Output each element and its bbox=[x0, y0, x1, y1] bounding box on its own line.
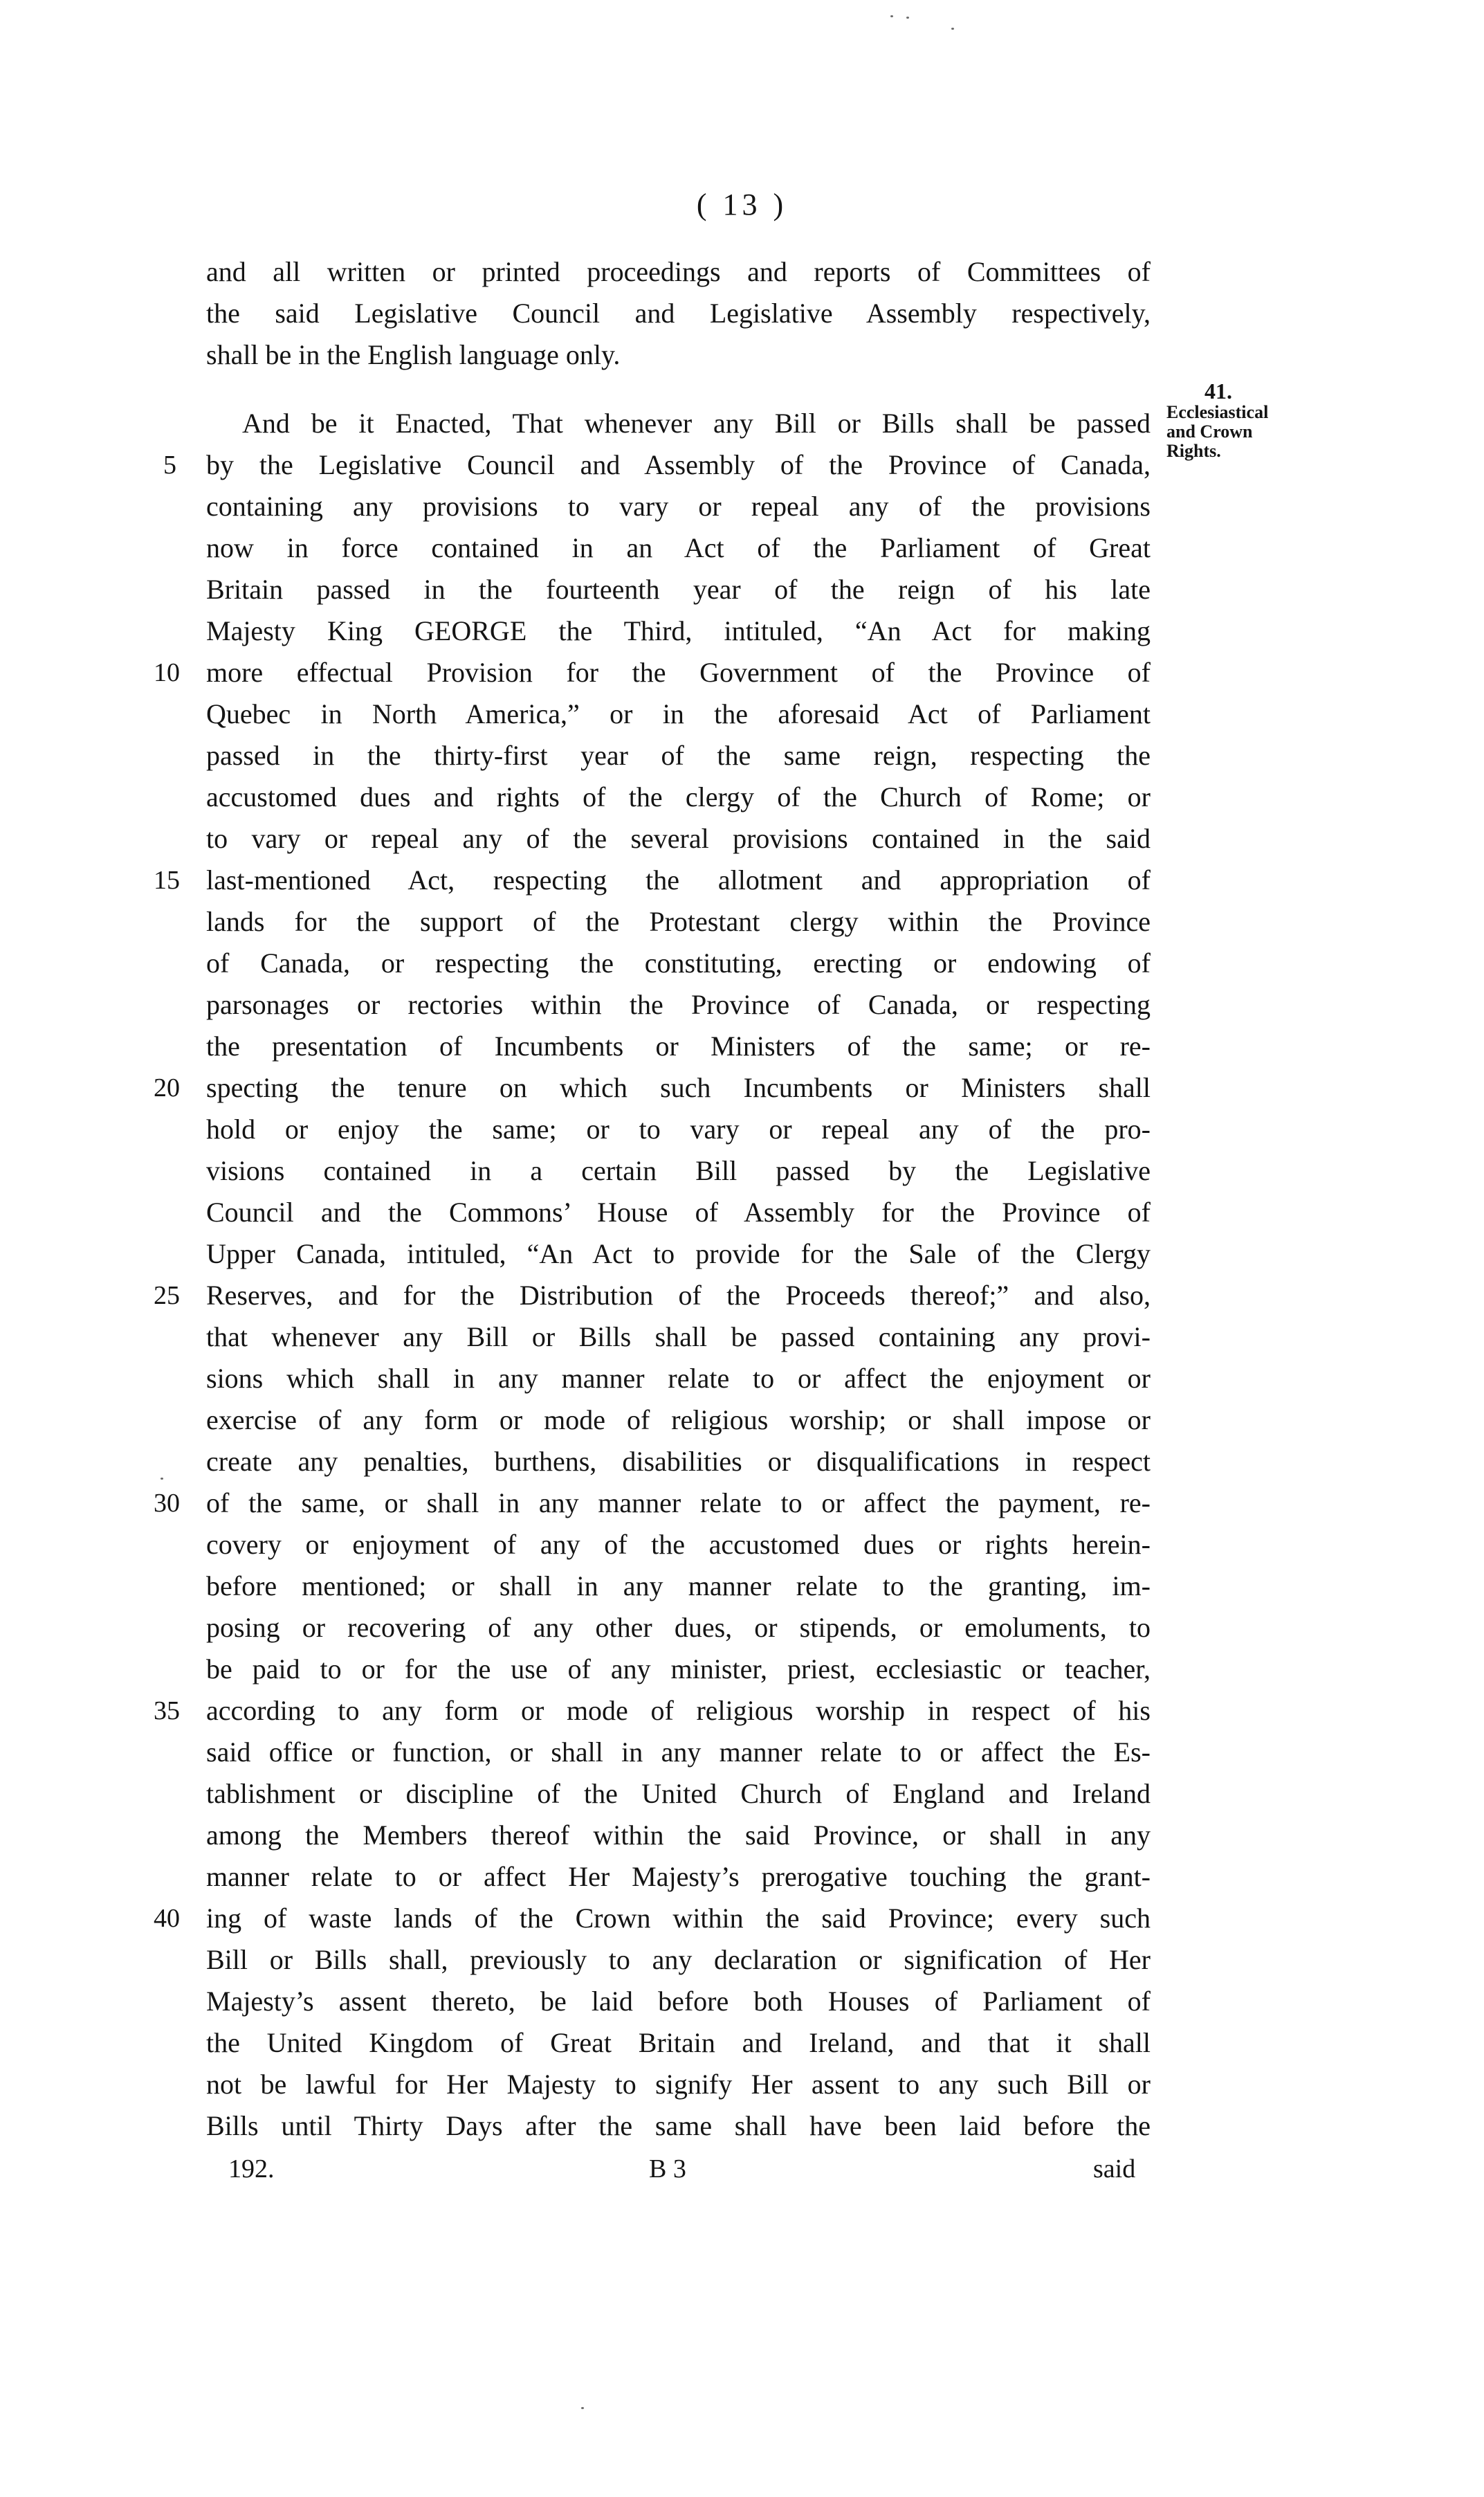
body-line: last-mentioned Act, respecting the allotment and appropriation of bbox=[206, 864, 1151, 896]
margin-note-number: 41. bbox=[1204, 379, 1232, 403]
body-line: containing any provisions to vary or repeal any of the provisions bbox=[206, 491, 1151, 522]
line-number: 40 bbox=[154, 1904, 180, 1933]
body-line: Quebec in North America,” or in the aforesaid Act of Parliament bbox=[206, 698, 1151, 729]
body-line: hold or enjoy the same; or to vary or repeal any of the pro- bbox=[206, 1114, 1151, 1145]
margin-note-line: and Crown bbox=[1166, 421, 1253, 442]
line-number: 30 bbox=[154, 1489, 180, 1518]
body-line: Reserves, and for the Distribution of the Proceeds thereof;” and also, bbox=[206, 1280, 1151, 1311]
body-line: sions which shall in any manner relate to or affect the enjoyment or bbox=[206, 1363, 1151, 1394]
body-line: the United Kingdom of Great Britain and Ireland, and that it shall bbox=[206, 2027, 1151, 2058]
body-line: visions contained in a certain Bill passed by the Legislative bbox=[206, 1155, 1151, 1186]
body-line: posing or recovering of any other dues, or stipends, or emoluments, to bbox=[206, 1612, 1151, 1643]
body-line: Bill or Bills shall, previously to any declaration or signification of Her bbox=[206, 1944, 1151, 1975]
scan-speck bbox=[161, 1478, 163, 1480]
body-line: shall be in the English language only. bbox=[206, 339, 621, 370]
catchword: said bbox=[1093, 2154, 1136, 2183]
body-line: lands for the support of the Protestant clergy within the Province bbox=[206, 906, 1151, 937]
body-line: parsonages or rectories within the Province of Canada, or respecting bbox=[206, 989, 1151, 1020]
line-number: 15 bbox=[154, 866, 180, 895]
body-line: tablishment or discipline of the United Church of England and Ireland bbox=[206, 1778, 1151, 1809]
body-line: more effectual Provision for the Government of the Province of bbox=[206, 657, 1151, 688]
body-line: said office or function, or shall in any manner relate to or affect the Es- bbox=[206, 1736, 1151, 1768]
body-line: now in force contained in an Act of the Parliament of Great bbox=[206, 532, 1151, 563]
body-line: manner relate to or affect Her Majesty’s prerogative touching the grant- bbox=[206, 1861, 1151, 1892]
body-line: be paid to or for the use of any minister, priest, ecclesiastic or teacher, bbox=[206, 1653, 1151, 1685]
body-line: of the same, or shall in any manner relate to or affect the payment, re- bbox=[206, 1487, 1151, 1518]
body-line: Majesty King GEORGE the Third, intituled, “An Act for making bbox=[206, 615, 1151, 646]
body-line: before mentioned; or shall in any manner relate to the granting, im- bbox=[206, 1570, 1151, 1601]
body-line: of Canada, or respecting the constituting, erecting or endowing of bbox=[206, 947, 1151, 979]
body-line: and all written or printed proceedings and reports of Committees of bbox=[206, 256, 1151, 287]
body-line: that whenever any Bill or Bills shall be passed containing any provi- bbox=[206, 1321, 1151, 1352]
body-line: Majesty’s assent thereto, be laid before both Houses of Parliament of bbox=[206, 1986, 1151, 2017]
body-line: specting the tenure on which such Incumbents or Ministers shall bbox=[206, 1072, 1151, 1103]
line-number: 10 bbox=[154, 658, 180, 687]
scan-speck bbox=[581, 2407, 584, 2409]
body-line: among the Members thereof within the said Province, or shall in any bbox=[206, 1819, 1151, 1851]
body-line: the said Legislative Council and Legislative Assembly respectively, bbox=[206, 298, 1151, 329]
body-line: to vary or repeal any of the several provisions contained in the said bbox=[206, 823, 1151, 854]
body-line: according to any form or mode of religious worship in respect of his bbox=[206, 1695, 1151, 1726]
body-line: Bills until Thirty Days after the same shall have been laid before the bbox=[206, 2110, 1151, 2141]
line-number: 25 bbox=[154, 1281, 180, 1310]
body-line: covery or enjoyment of any of the accustomed dues or rights herein- bbox=[206, 1529, 1151, 1560]
line-number: 35 bbox=[154, 1696, 180, 1725]
body-line: Upper Canada, intituled, “An Act to provide for the Sale of the Clergy bbox=[206, 1238, 1151, 1269]
body-line: by the Legislative Council and Assembly of the Province of Canada, bbox=[206, 449, 1151, 480]
body-line: not be lawful for Her Majesty to signify Her assent to any such Bill or bbox=[206, 2069, 1151, 2100]
scan-speck bbox=[906, 17, 909, 19]
body-line: Britain passed in the fourteenth year of the reign of his late bbox=[206, 574, 1151, 605]
body-line: Council and the Commons’ House of Assembly for the Province of bbox=[206, 1197, 1151, 1228]
margin-note-line: Ecclesiastical bbox=[1166, 402, 1269, 422]
body-line: passed in the thirty-first year of the same reign, respecting the bbox=[206, 740, 1151, 771]
body-line: the presentation of Incumbents or Ministers of the same; or re- bbox=[206, 1030, 1151, 1062]
body-line: accustomed dues and rights of the clergy of the Church of Rome; or bbox=[206, 781, 1151, 812]
body-line: create any penalties, burthens, disabilities or disqualifications in respect bbox=[206, 1446, 1151, 1477]
body-line: exercise of any form or mode of religious worship; or shall impose or bbox=[206, 1404, 1151, 1435]
page-number: ( 13 ) bbox=[696, 188, 788, 221]
margin-note-line: Rights. bbox=[1166, 441, 1221, 461]
margin-note bbox=[1166, 379, 1319, 461]
scan-speck bbox=[890, 15, 893, 17]
signature-mark: 192. bbox=[228, 2154, 275, 2183]
gathering-mark: B 3 bbox=[649, 2154, 686, 2183]
line-number: 5 bbox=[163, 451, 176, 480]
body-line: ing of waste lands of the Crown within the said Province; every such bbox=[206, 1903, 1151, 1934]
body-line: And be it Enacted, That whenever any Bill or Bills shall be passed bbox=[242, 408, 1151, 439]
scan-speck bbox=[951, 28, 954, 30]
line-number: 20 bbox=[154, 1073, 180, 1102]
